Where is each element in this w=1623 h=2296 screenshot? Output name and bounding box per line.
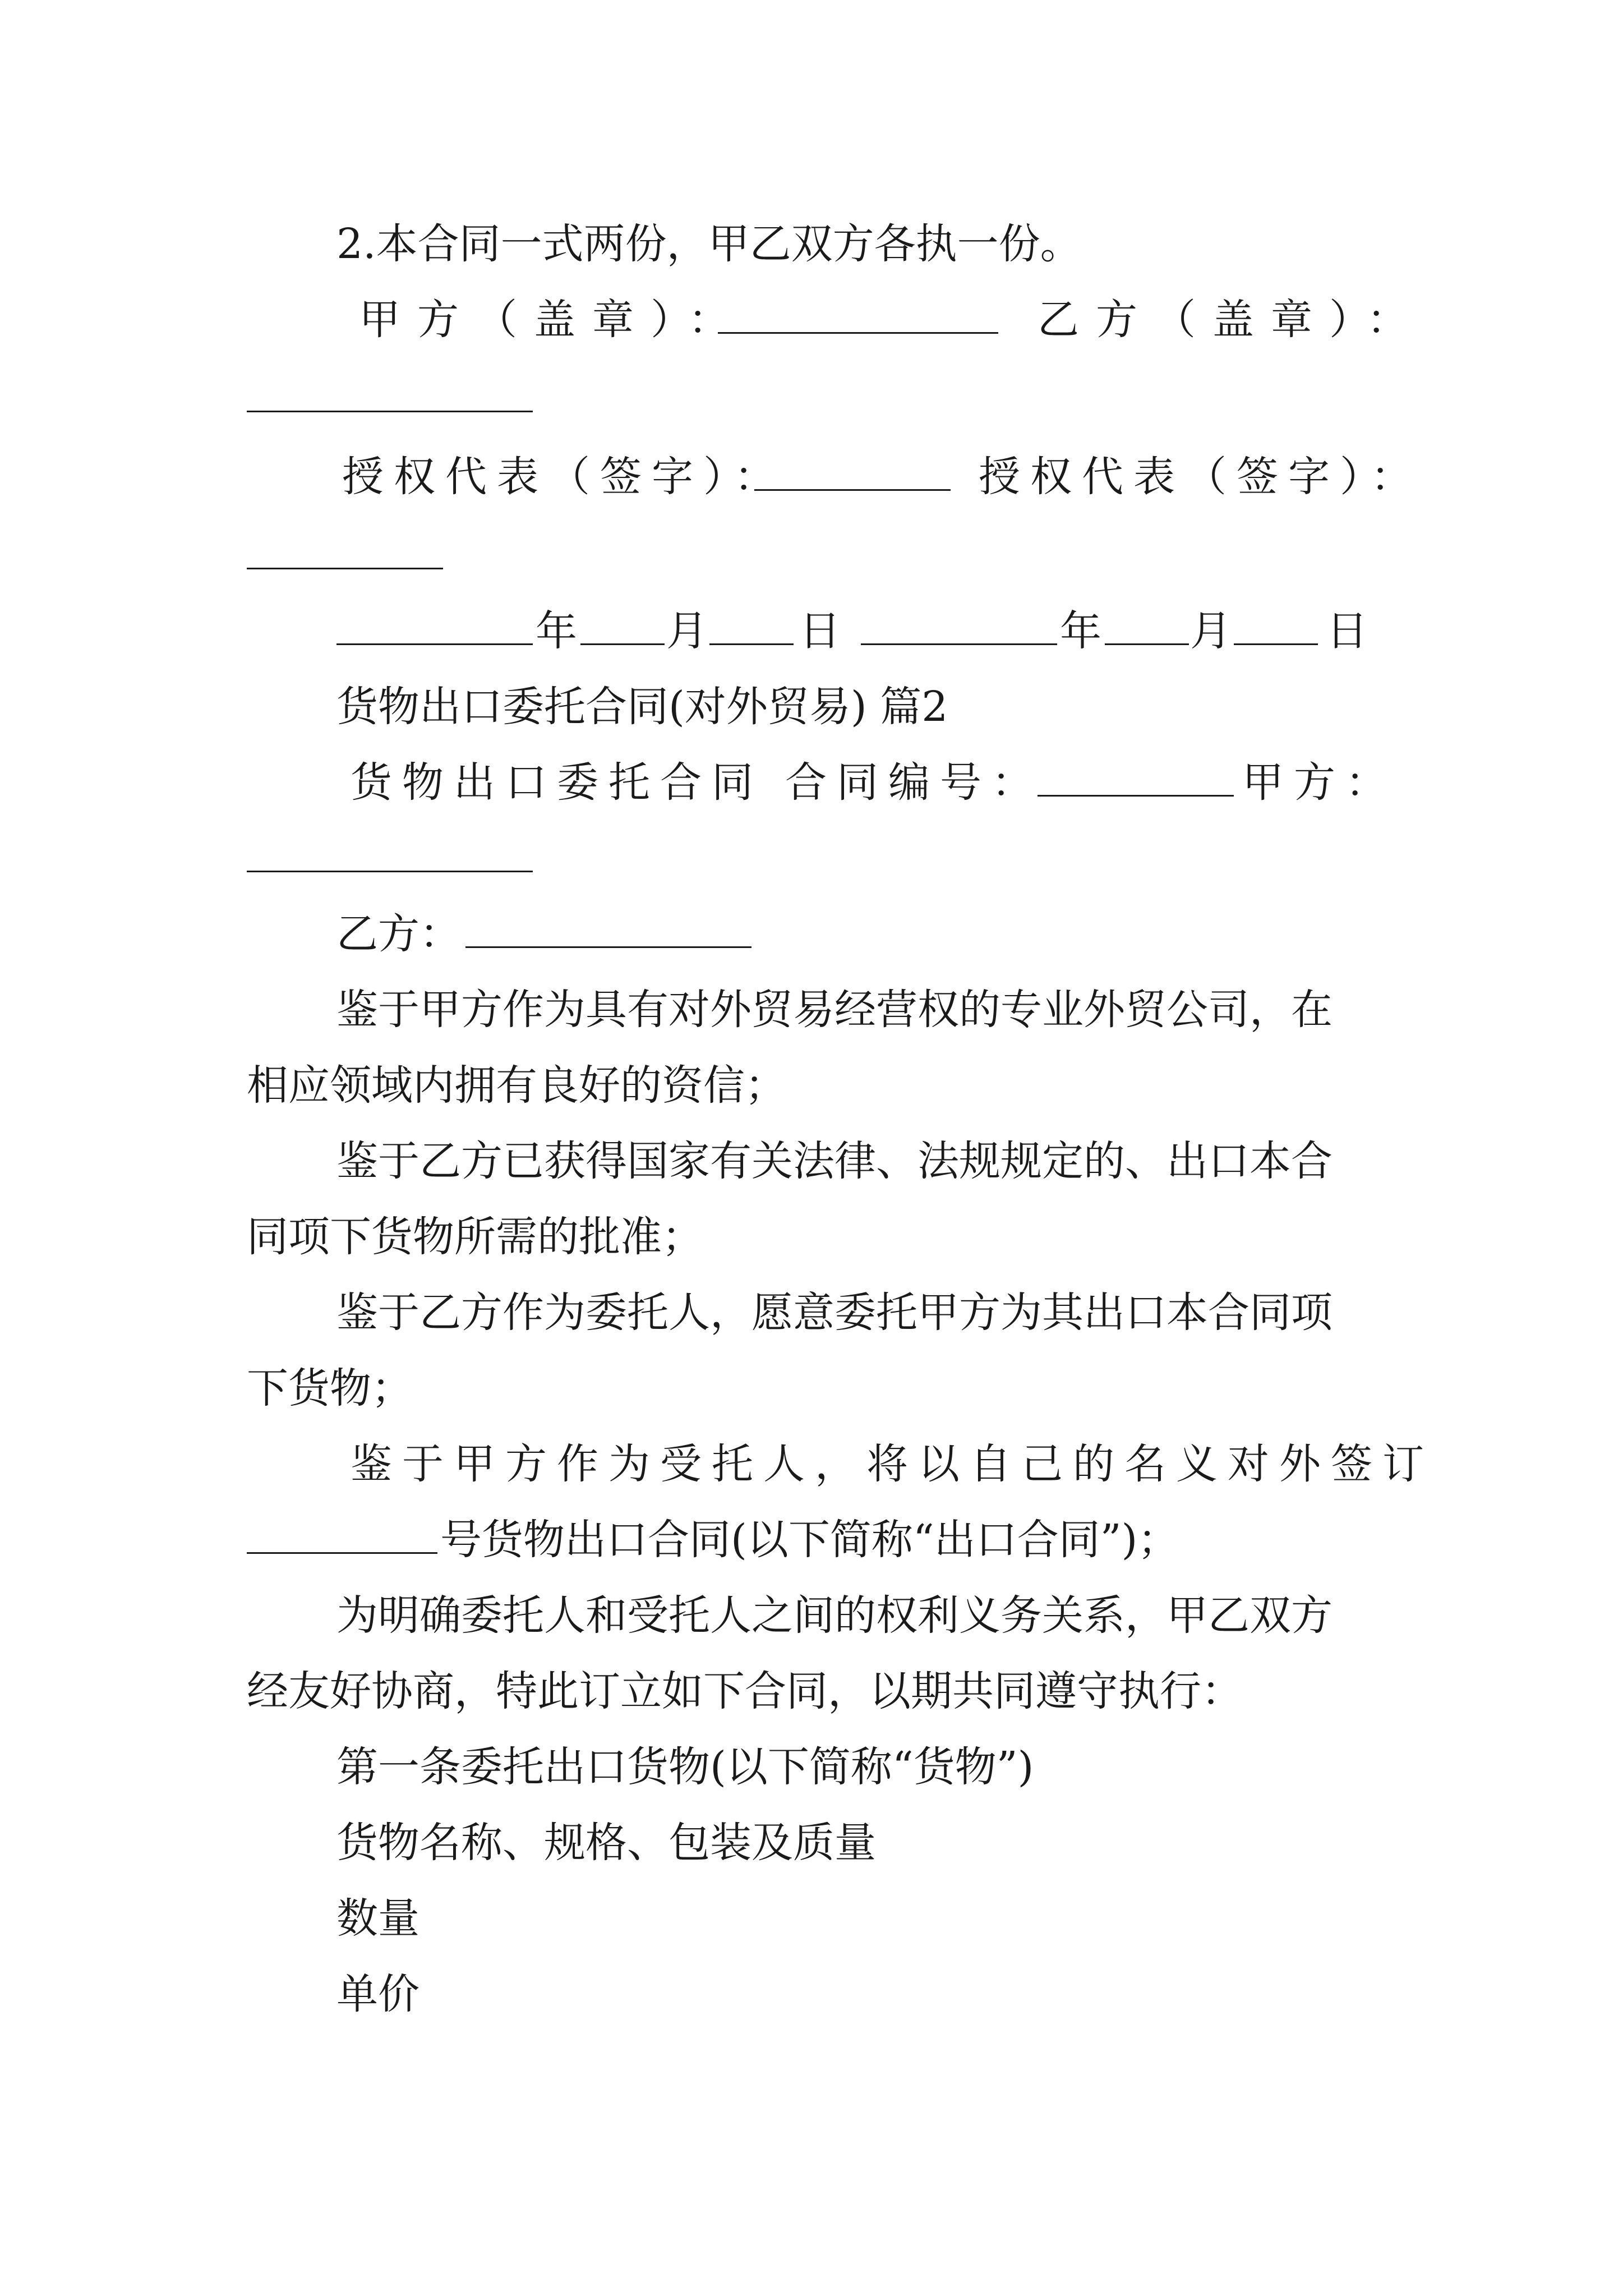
party-a-label: 甲方： xyxy=(1242,758,1397,807)
clause-2-copies: 2.本合同一式两份，甲乙双方各执一份。 xyxy=(336,220,1082,268)
party-b-seal-blank[interactable] xyxy=(247,370,533,426)
date-a-day-blank[interactable] xyxy=(709,603,794,659)
party-b-seal-label: 乙方（盖章）： xyxy=(1038,296,1425,344)
recital-1-line-1: 鉴于甲方作为具有对外贸易经营权的专业外贸公司，在 xyxy=(336,986,1332,1034)
article-1-title: 第一条委托出口货物(以下简称“货物”) xyxy=(336,1743,1034,1791)
date-a-day: 日 xyxy=(799,607,841,655)
recital-5-line-2: 经友好协商，特此订立如下合同，以期共同遵守执行： xyxy=(247,1667,1243,1715)
item-quantity: 数量 xyxy=(336,1894,419,1943)
date-b-day: 日 xyxy=(1326,607,1368,655)
recital-5-line-1: 为明确委托人和受托人之间的权利义务关系，甲乙双方 xyxy=(336,1591,1332,1640)
date-a-year-blank[interactable] xyxy=(336,603,533,659)
recital-1-line-2: 相应领域内拥有良好的资信； xyxy=(247,1061,786,1110)
rep-a-blank[interactable] xyxy=(754,449,951,505)
party-b-blank[interactable] xyxy=(465,906,751,962)
rep-b-blank[interactable] xyxy=(247,527,443,583)
date-b-month-blank[interactable] xyxy=(1105,603,1189,659)
party-a-seal-blank[interactable] xyxy=(718,292,998,348)
recital-2-line-2: 同项下货物所需的批准； xyxy=(247,1213,703,1261)
recital-4-line-1: 鉴于甲方作为受托人，将以自己的名义对外签订 xyxy=(351,1440,1434,1488)
date-b-year: 年 xyxy=(1060,607,1101,655)
party-b-label: 乙方： xyxy=(336,910,461,958)
date-b-year-blank[interactable] xyxy=(861,603,1057,659)
rep-b-label: 授权代表（签字）： xyxy=(979,453,1422,501)
recital-2-line-1: 鉴于乙方已获得国家有关法律、法规规定的、出口本合 xyxy=(336,1137,1332,1185)
recital-3-line-1: 鉴于乙方作为委托人，愿意委托甲方为其出口本合同项 xyxy=(336,1289,1332,1337)
contract-no-label: 合同编号： xyxy=(785,758,1043,807)
item-name-spec: 货物名称、规格、包装及质量 xyxy=(336,1819,876,1867)
rep-a-label: 授权代表（签字）： xyxy=(342,453,786,501)
contract-title: 货物出口委托合同 xyxy=(351,758,763,807)
contract-no-blank[interactable] xyxy=(1038,754,1234,811)
export-contract-no-blank[interactable] xyxy=(247,1512,437,1568)
section-heading: 货物出口委托合同(对外贸易) 篇2 xyxy=(336,683,948,731)
date-a-month-blank[interactable] xyxy=(580,603,665,659)
date-a-month: 月 xyxy=(666,607,708,655)
party-a-blank[interactable] xyxy=(247,830,533,886)
recital-4-line-2: 号货物出口合同(以下简称“出口合同”)； xyxy=(440,1516,1179,1564)
date-a-year: 年 xyxy=(536,607,577,655)
recital-3-line-2: 下货物； xyxy=(247,1364,413,1412)
item-unit-price: 单价 xyxy=(336,1970,419,2018)
date-b-month: 月 xyxy=(1190,607,1232,655)
date-b-day-blank[interactable] xyxy=(1234,603,1318,659)
party-a-seal-label: 甲方（盖章）： xyxy=(359,296,746,344)
